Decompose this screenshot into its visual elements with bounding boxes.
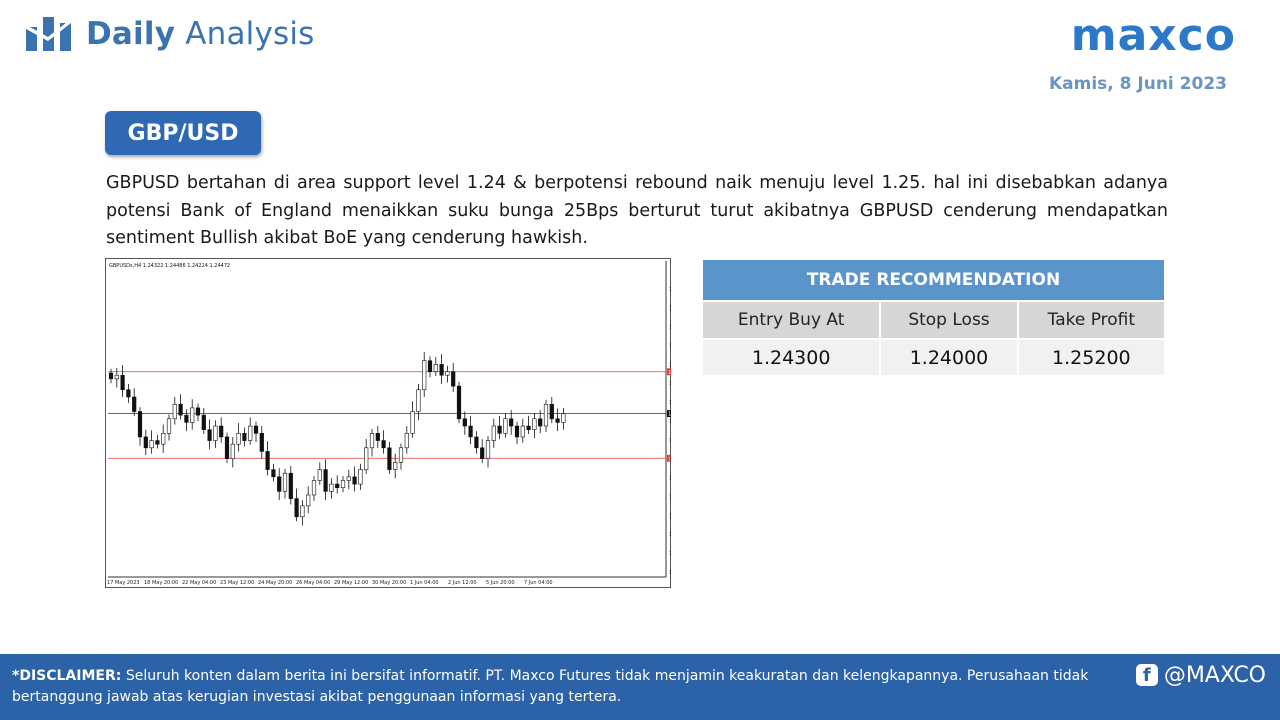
candle-body bbox=[254, 426, 258, 433]
candle-body bbox=[463, 419, 467, 426]
disclaimer-lead: *DISCLAIMER: bbox=[12, 668, 122, 684]
y-tick-label: 1 bbox=[669, 362, 671, 369]
candle-body bbox=[156, 441, 160, 445]
candle-body bbox=[324, 470, 328, 492]
candle-body bbox=[243, 433, 247, 440]
candle-body bbox=[417, 390, 421, 412]
candle-body bbox=[283, 473, 287, 491]
candle-body bbox=[196, 408, 200, 415]
candle-body bbox=[486, 441, 490, 459]
price-level-label: 1 bbox=[668, 369, 671, 376]
candle-body bbox=[475, 437, 479, 448]
take-profit-value: 1.25200 bbox=[1019, 340, 1164, 375]
price-chart bbox=[105, 258, 671, 588]
x-tick-label: 17 May 2023 bbox=[107, 580, 140, 586]
candle-body bbox=[515, 426, 519, 437]
y-tick-label: 1 bbox=[669, 569, 671, 576]
candle-body bbox=[556, 419, 560, 423]
x-tick-label: 30 May 20:00 bbox=[372, 580, 407, 586]
page-title bbox=[86, 16, 315, 52]
candle-body bbox=[132, 397, 136, 412]
candle-body bbox=[440, 364, 444, 375]
social-handle[interactable] bbox=[1136, 664, 1266, 686]
candle-body bbox=[533, 419, 537, 430]
candle-body bbox=[347, 477, 351, 481]
x-tick-label: 2 Jun 12:00 bbox=[448, 580, 477, 586]
y-tick-label: 1 bbox=[669, 494, 671, 501]
candle-body bbox=[498, 426, 502, 433]
disclaimer-text bbox=[12, 666, 1132, 708]
social-handle-text: @MAXCO bbox=[1163, 662, 1266, 688]
stop-loss-header: Stop Loss bbox=[881, 302, 1016, 338]
candle-body bbox=[202, 415, 206, 430]
candle-body bbox=[330, 484, 334, 491]
title-rest: Analysis bbox=[185, 16, 315, 52]
x-tick-label: 29 May 12:00 bbox=[334, 580, 369, 586]
candle-body bbox=[451, 372, 455, 387]
candle-body bbox=[266, 451, 270, 469]
entry-buy-header: Entry Buy At bbox=[703, 302, 879, 338]
candle-body bbox=[295, 499, 299, 517]
candle-body bbox=[301, 506, 305, 517]
candle-body bbox=[446, 372, 450, 376]
disclaimer-bar bbox=[0, 654, 1280, 720]
candle-body bbox=[562, 414, 566, 423]
y-tick-label: 1 bbox=[669, 475, 671, 482]
stop-loss-value: 1.24000 bbox=[881, 340, 1016, 375]
candle-body bbox=[411, 412, 415, 434]
candle-body bbox=[509, 419, 513, 426]
candle-body bbox=[138, 412, 142, 437]
y-tick-label: 1 bbox=[669, 456, 671, 463]
candle-body bbox=[277, 477, 281, 492]
candle-body bbox=[214, 426, 218, 441]
candle-body bbox=[289, 473, 293, 498]
bar-chart-logo-icon bbox=[26, 17, 72, 51]
y-tick-label: 1 bbox=[669, 343, 671, 350]
currency-pair-badge: GBP/USD bbox=[105, 111, 261, 155]
candle-body bbox=[237, 433, 241, 444]
candle-body bbox=[480, 448, 484, 459]
y-tick-label: 1 bbox=[669, 551, 671, 558]
chart-frame bbox=[106, 259, 671, 588]
candle-body bbox=[527, 426, 531, 430]
candle-body bbox=[306, 495, 310, 506]
y-tick-label: 1 bbox=[669, 532, 671, 539]
candle-body bbox=[167, 419, 171, 434]
candle-body bbox=[190, 408, 194, 423]
candle-body bbox=[405, 433, 409, 448]
candle-body bbox=[109, 373, 113, 379]
header-logo bbox=[26, 16, 315, 52]
candle-body bbox=[469, 426, 473, 437]
candle-body bbox=[341, 480, 345, 487]
candle-body bbox=[150, 441, 154, 448]
y-tick-label: 1 bbox=[669, 400, 671, 407]
candle-body bbox=[544, 404, 548, 426]
candle-body bbox=[312, 480, 316, 495]
y-tick-label: 1 bbox=[669, 381, 671, 388]
candle-body bbox=[208, 430, 212, 441]
candle-body bbox=[370, 433, 374, 448]
y-tick-label: 1 bbox=[669, 324, 671, 331]
trade-recommendation-table bbox=[701, 258, 1166, 377]
candle-body bbox=[121, 375, 125, 390]
take-profit-header: Take Profit bbox=[1019, 302, 1164, 338]
candle-body bbox=[115, 375, 119, 379]
report-date: Kamis, 8 Juni 2023 bbox=[1048, 74, 1227, 94]
candle-body bbox=[399, 448, 403, 463]
candle-body bbox=[127, 390, 131, 397]
candle-body bbox=[434, 364, 438, 371]
candle-body bbox=[376, 433, 380, 440]
candle-body bbox=[144, 437, 148, 448]
chart-svg bbox=[105, 258, 671, 588]
candle-body bbox=[388, 448, 392, 470]
x-tick-label: 24 May 20:00 bbox=[258, 580, 293, 586]
trade-table-title: TRADE RECOMMENDATION bbox=[703, 260, 1164, 300]
candle-body bbox=[248, 426, 252, 441]
price-level-label: 1 bbox=[668, 456, 671, 463]
title-bold: Daily bbox=[86, 16, 176, 52]
candle-body bbox=[353, 477, 357, 484]
y-tick-label: 1 bbox=[669, 418, 671, 425]
candle-body bbox=[231, 444, 235, 459]
candle-body bbox=[318, 470, 322, 481]
candle-body bbox=[179, 404, 183, 415]
candle-body bbox=[219, 426, 223, 437]
entry-buy-value: 1.24300 bbox=[703, 340, 879, 375]
candle-body bbox=[422, 361, 426, 390]
candle-body bbox=[359, 470, 363, 485]
brand-logo: maxco bbox=[1070, 10, 1236, 61]
x-tick-label: 18 May 20:00 bbox=[144, 580, 179, 586]
candle-body bbox=[492, 426, 496, 441]
price-level-label: 1 bbox=[668, 411, 671, 418]
chart-header-label: GBPUSDs,H4 1.24322 1.24486 1.24224 1.24472 bbox=[109, 263, 231, 269]
candle-body bbox=[538, 419, 542, 426]
candle-body bbox=[504, 419, 508, 434]
candle-body bbox=[225, 437, 229, 459]
y-tick-label: 1 bbox=[669, 305, 671, 312]
candle-body bbox=[457, 386, 461, 419]
candle-body bbox=[364, 448, 368, 470]
candle-body bbox=[260, 433, 264, 451]
candle-body bbox=[272, 470, 276, 477]
analysis-text: GBPUSD bertahan di area support level 1.24 & berpotensi rebound naik menuju level 1.25. hal ini disebabkan adanya potensi Bank of England menaikkan suku bunga 25Bps berturut turut akibatnya GBPUSD cenderung mendapatkan sentiment Bullish akibat BoE yang cenderung hawkish. bbox=[106, 173, 1168, 248]
facebook-icon: f bbox=[1136, 664, 1158, 686]
x-tick-label: 1 Jun 04:00 bbox=[410, 580, 439, 586]
x-tick-label: 26 May 04:00 bbox=[296, 580, 331, 586]
x-tick-label: 5 Jun 20:00 bbox=[486, 580, 515, 586]
candle-body bbox=[185, 415, 189, 422]
candle-body bbox=[161, 433, 165, 444]
disclaimer-body: Seluruh konten dalam berita ini bersifat informatif. PT. Maxco Futures tidak menjamin keakuratan dan kelengkapannya. Perusahaan tidak bertanggung jawab atas kerugian investasi akibat penggunaan informasi yang tertera. bbox=[12, 668, 1089, 705]
x-tick-label: 22 May 04:00 bbox=[182, 580, 217, 586]
candle-body bbox=[521, 426, 525, 437]
x-tick-label: 23 May 12:00 bbox=[220, 580, 255, 586]
candle-body bbox=[428, 361, 432, 372]
candle-body bbox=[335, 484, 339, 488]
candle-body bbox=[550, 404, 554, 419]
candle-body bbox=[382, 441, 386, 448]
y-tick-label: 1 bbox=[669, 286, 671, 293]
candle-body bbox=[393, 462, 397, 469]
x-tick-label: 7 Jun 04:00 bbox=[524, 580, 553, 586]
y-tick-label: 1 bbox=[669, 437, 671, 444]
y-tick-label: 1 bbox=[669, 513, 671, 520]
candle-body bbox=[173, 404, 177, 419]
